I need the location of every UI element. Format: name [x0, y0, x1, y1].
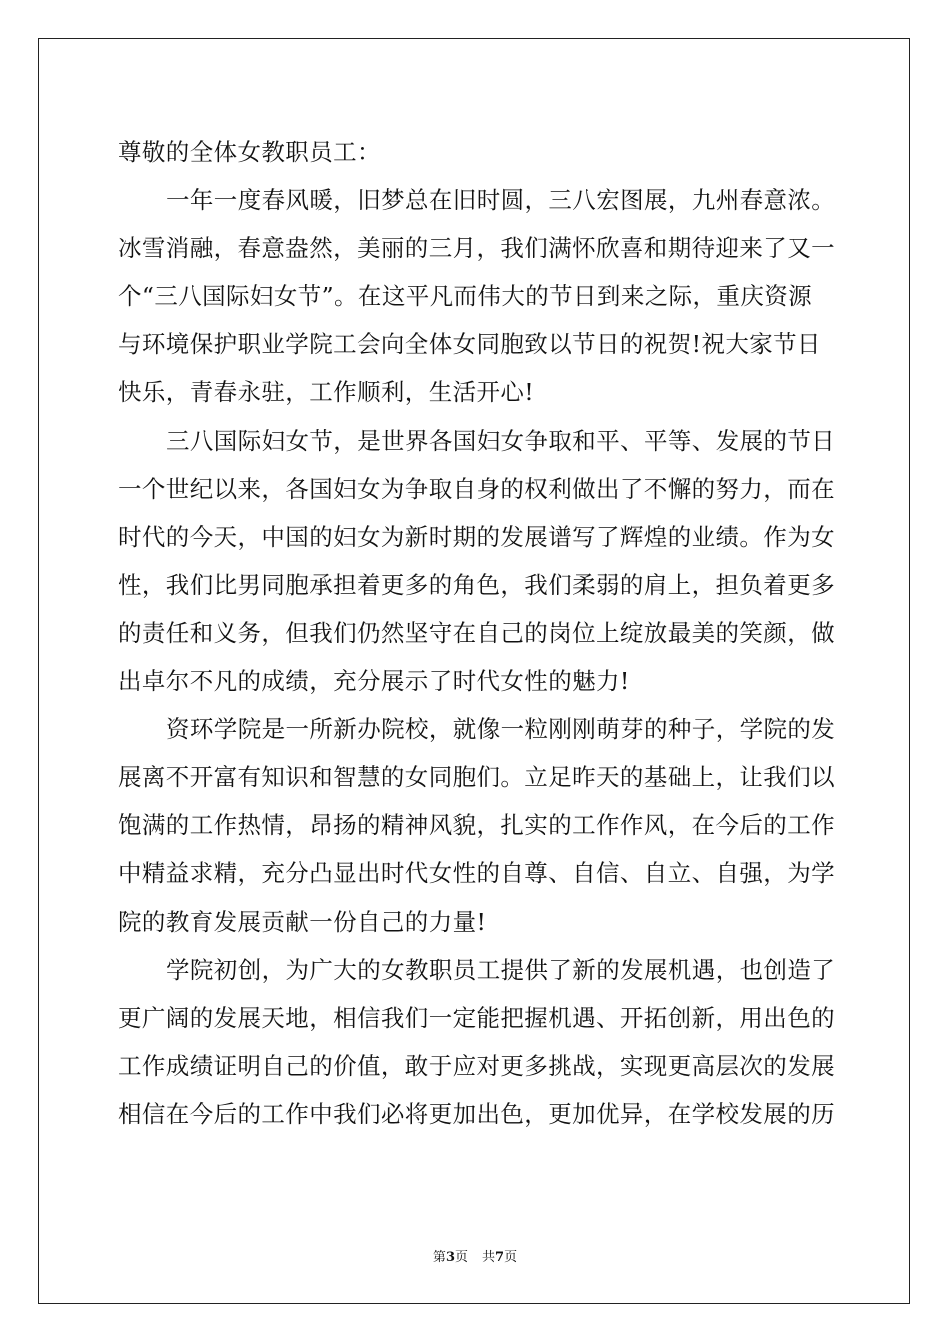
total-suffix: 页: [504, 1250, 518, 1265]
text-line: 个“三八国际妇女节”。在这平凡而伟大的节日到来之际，重庆资源: [118, 282, 813, 311]
text-line: 院的教育发展贡献一份自己的力量!: [118, 907, 487, 936]
text-line: 中精益求精，充分凸显出时代女性的自尊、自信、自立、自强，为学: [118, 859, 835, 888]
text-line: 学院初创，为广大的女教职员工提供了新的发展机遇，也创造了: [166, 955, 836, 984]
page-indicator: [433, 1250, 468, 1265]
text-line: 快乐，青春永驻，工作顺利，生活开心!: [118, 378, 535, 407]
total-prefix: 共: [482, 1250, 496, 1265]
text-line: 资环学院是一所新办院校，就像一粒刚刚萌芽的种子，学院的发: [166, 715, 836, 744]
text-line: 相信在今后的工作中我们必将更加出色，更加优异，在学校发展的历: [118, 1099, 835, 1128]
text-line: 性，我们比男同胞承担着更多的角色，我们柔弱的肩上，担负着更多: [118, 570, 835, 599]
text-line: 的责任和义务，但我们仍然坚守在自己的岗位上绽放最美的笑颜，做: [118, 618, 835, 647]
page-current: 3: [445, 1250, 455, 1265]
text-line: 饱满的工作热情，昂扬的精神风貌，扎实的工作作风，在今后的工作: [118, 811, 835, 840]
text-line: 一年一度春风暖，旧梦总在旧时圆，三八宏图展，九州春意浓。: [166, 186, 836, 215]
text-line: 一个世纪以来，各国妇女为争取自身的权利做出了不懈的努力，而在: [118, 474, 835, 503]
text-line: 冰雪消融，春意盎然，美丽的三月，我们满怀欣喜和期待迎来了又一: [118, 234, 835, 263]
text-line: 工作成绩证明自己的价值，敢于应对更多挑战，实现更高层次的发展: [118, 1051, 835, 1080]
text-line: 与环境保护职业学院工会向全体女同胞致以节日的祝贺!祝大家节日: [118, 330, 821, 359]
page-prefix: 第: [432, 1250, 446, 1265]
text-line: 展离不开富有知识和智慧的女同胞们。立足昨天的基础上，让我们以: [118, 763, 835, 792]
text-line: 三八国际妇女节，是世界各国妇女争取和平、平等、发展的节日: [166, 426, 836, 455]
page-total: 7: [495, 1250, 505, 1265]
text-line: 出卓尔不凡的成绩，充分展示了时代女性的魅力!: [118, 667, 630, 696]
page-footer: [0, 1246, 950, 1265]
text-line: 尊敬的全体女教职员工：: [118, 138, 381, 166]
text-line: 时代的今天，中国的妇女为新时期的发展谱写了辉煌的业绩。作为女: [118, 522, 835, 551]
page-total-indicator: [482, 1250, 517, 1265]
text-line: 更广阔的发展天地，相信我们一定能把握机遇、开拓创新，用出色的: [118, 1003, 835, 1032]
document-body: [118, 128, 838, 1138]
page-suffix: 页: [454, 1250, 468, 1265]
